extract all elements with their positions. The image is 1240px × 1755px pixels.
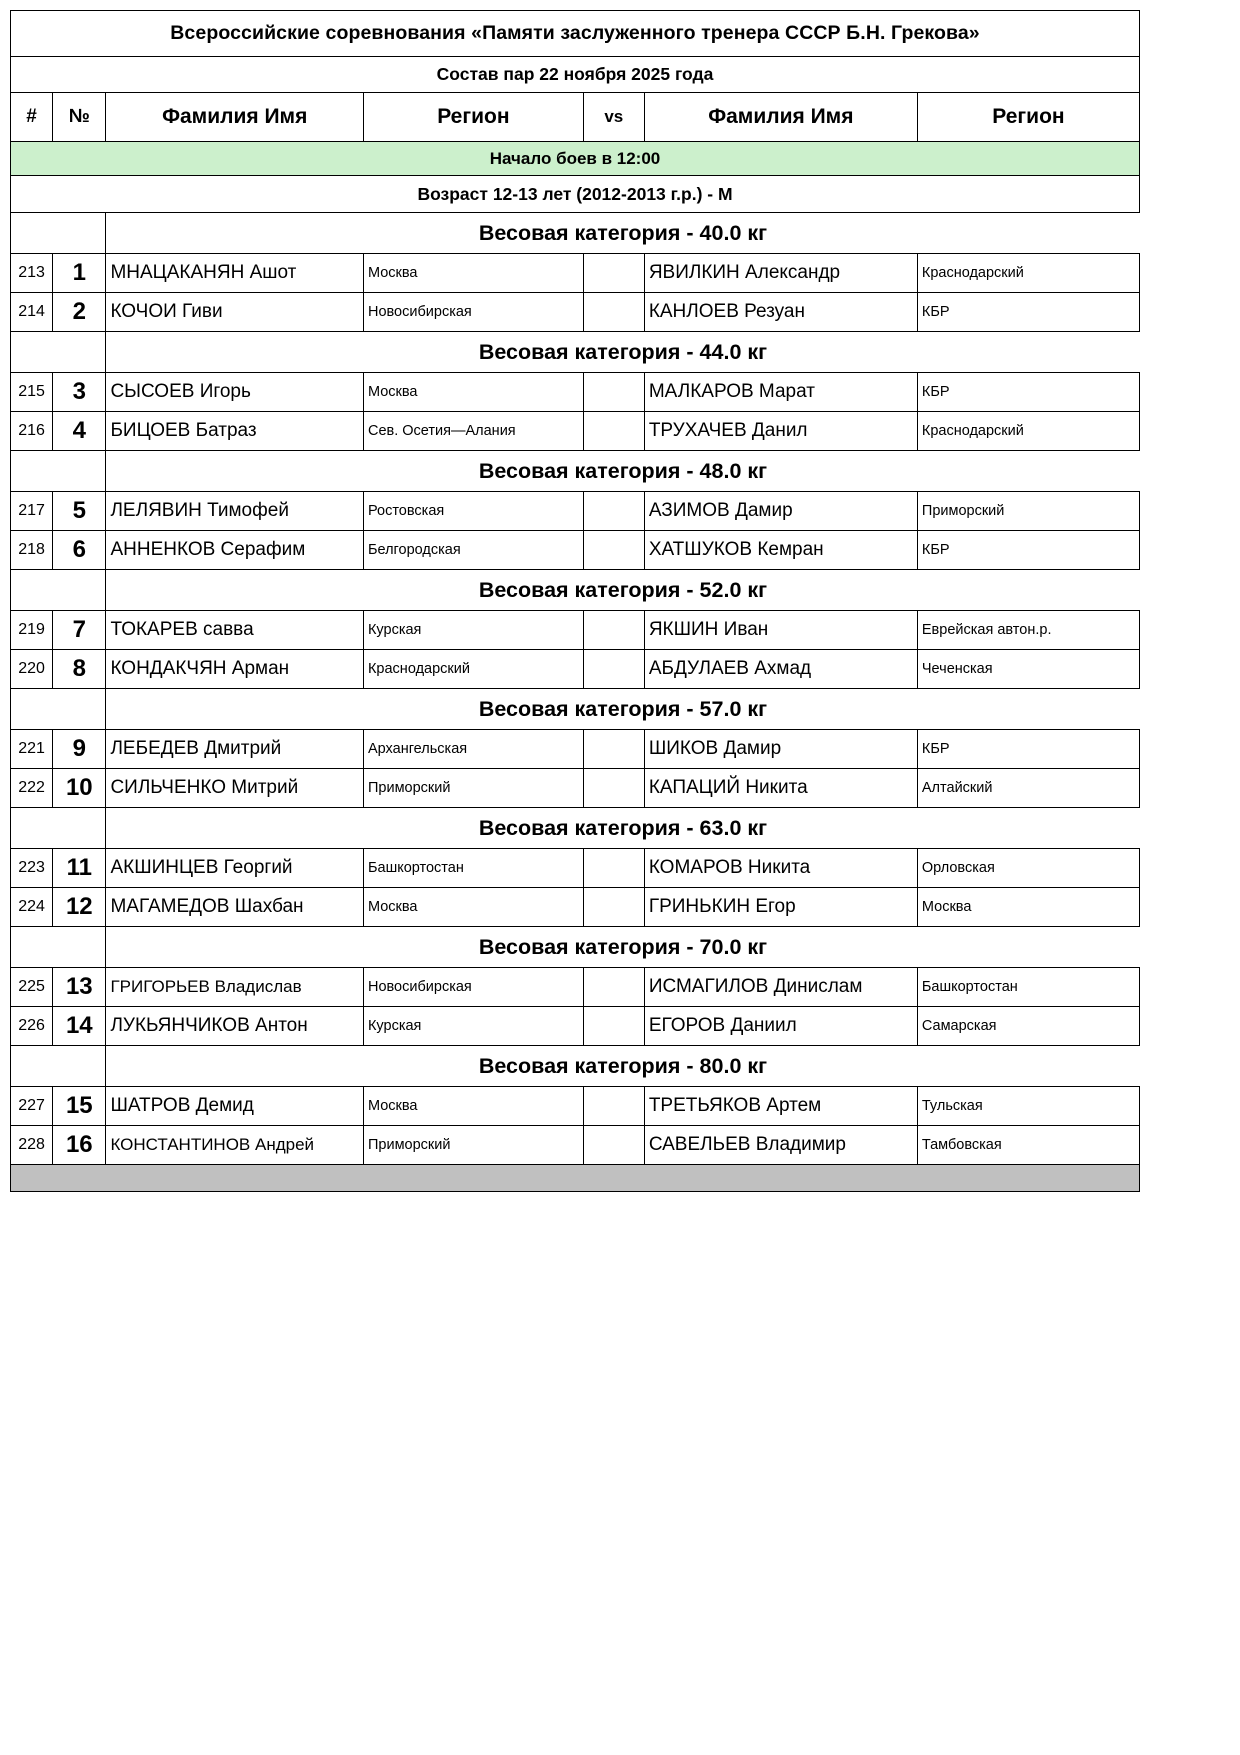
weight-category-label: Весовая категория - 40.0 кг [106, 213, 1140, 254]
versus-cell [583, 1126, 644, 1165]
athlete-name-left-cell: КОНДАКЧЯН Арман [106, 650, 364, 689]
athlete-region-left-cell: Москва [363, 373, 583, 412]
pair-index-cell: 219 [11, 611, 53, 650]
weight-category-row [11, 927, 1140, 968]
athlete-region-left-cell: Москва [363, 1087, 583, 1126]
column-header-row [11, 93, 1140, 142]
versus-cell [583, 1007, 644, 1046]
athlete-name-right-cell: АЗИМОВ Дамир [644, 492, 917, 531]
pair-index-cell: 221 [11, 730, 53, 769]
athlete-region-right-cell: Тульская [917, 1087, 1139, 1126]
weight-category-row [11, 213, 1140, 254]
table-row [11, 769, 1140, 808]
athlete-name-left-cell: ЛУКЬЯНЧИКОВ Антон [106, 1007, 364, 1046]
athlete-name-right-cell: ЯВИЛКИН Александр [644, 254, 917, 293]
table-row [11, 611, 1140, 650]
pair-number-cell: 16 [53, 1126, 106, 1165]
versus-cell [583, 849, 644, 888]
versus-cell [583, 254, 644, 293]
versus-cell [583, 611, 644, 650]
column-header-num: № [53, 93, 106, 142]
athlete-name-right-cell: ЕГОРОВ Даниил [644, 1007, 917, 1046]
pair-index-cell: 216 [11, 412, 53, 451]
athlete-region-right-cell: Тамбовская [917, 1126, 1139, 1165]
pair-number-cell: 15 [53, 1087, 106, 1126]
column-header-region-right: Регион [917, 93, 1139, 142]
versus-cell [583, 492, 644, 531]
athlete-name-left-cell: ШАТРОВ Демид [106, 1087, 364, 1126]
table-body [11, 11, 1140, 1192]
weight-category-label: Весовая категория - 52.0 кг [106, 570, 1140, 611]
athlete-name-left-cell: СЫСОЕВ Игорь [106, 373, 364, 412]
pair-number-cell: 8 [53, 650, 106, 689]
pair-index-cell: 214 [11, 293, 53, 332]
pair-index-cell: 220 [11, 650, 53, 689]
athlete-name-left-cell: ГРИГОРЬЕВ Владислав [106, 968, 364, 1007]
weight-category-row [11, 570, 1140, 611]
athlete-name-right-cell: САВЕЛЬЕВ Владимир [644, 1126, 917, 1165]
pair-number-cell: 2 [53, 293, 106, 332]
weight-category-row [11, 689, 1140, 730]
weight-category-label: Весовая категория - 44.0 кг [106, 332, 1140, 373]
weight-category-spacer [11, 689, 106, 730]
weight-category-spacer [11, 927, 106, 968]
table-row [11, 492, 1140, 531]
athlete-name-left-cell: ЛЕЛЯВИН Тимофей [106, 492, 364, 531]
athlete-name-right-cell: АБДУЛАЕВ Ахмад [644, 650, 917, 689]
pair-index-cell: 225 [11, 968, 53, 1007]
versus-cell [583, 968, 644, 1007]
athlete-region-left-cell: Курская [363, 611, 583, 650]
pair-number-cell: 14 [53, 1007, 106, 1046]
document-subtitle-row [11, 57, 1140, 93]
pair-number-cell: 1 [53, 254, 106, 293]
athlete-region-right-cell: Краснодарский [917, 254, 1139, 293]
athlete-region-right-cell: Самарская [917, 1007, 1139, 1046]
column-header-region-left: Регион [363, 93, 583, 142]
table-row [11, 1126, 1140, 1165]
document-title-row [11, 11, 1140, 57]
pair-index-cell: 218 [11, 531, 53, 570]
pair-index-cell: 222 [11, 769, 53, 808]
pair-number-cell: 12 [53, 888, 106, 927]
pair-index-cell: 228 [11, 1126, 53, 1165]
athlete-name-left-cell: АННЕНКОВ Серафим [106, 531, 364, 570]
pair-index-cell: 226 [11, 1007, 53, 1046]
athlete-name-right-cell: ГРИНЬКИН Егор [644, 888, 917, 927]
weight-category-row [11, 808, 1140, 849]
athlete-name-left-cell: АКШИНЦЕВ Георгий [106, 849, 364, 888]
table-row [11, 730, 1140, 769]
athlete-name-left-cell: КОНСТАНТИНОВ Андрей [106, 1126, 364, 1165]
athlete-region-left-cell: Приморский [363, 769, 583, 808]
athlete-name-right-cell: ЯКШИН Иван [644, 611, 917, 650]
athlete-region-left-cell: Курская [363, 1007, 583, 1046]
athlete-region-right-cell: КБР [917, 730, 1139, 769]
pair-number-cell: 10 [53, 769, 106, 808]
weight-category-row [11, 332, 1140, 373]
athlete-region-right-cell: КБР [917, 373, 1139, 412]
table-footer-bar [11, 1165, 1140, 1192]
athlete-region-left-cell: Новосибирская [363, 293, 583, 332]
athlete-region-left-cell: Архангельская [363, 730, 583, 769]
weight-category-label: Весовая категория - 57.0 кг [106, 689, 1140, 730]
athlete-name-right-cell: КАНЛОЕВ Резуан [644, 293, 917, 332]
athlete-region-right-cell: КБР [917, 293, 1139, 332]
athlete-name-right-cell: КОМАРОВ Никита [644, 849, 917, 888]
table-footer-bar-row [11, 1165, 1140, 1192]
table-row [11, 531, 1140, 570]
versus-cell [583, 373, 644, 412]
age-group-row [11, 176, 1140, 213]
table-row [11, 293, 1140, 332]
athlete-name-left-cell: КОЧОИ Гиви [106, 293, 364, 332]
athlete-region-left-cell: Белгородская [363, 531, 583, 570]
pair-index-cell: 223 [11, 849, 53, 888]
table-row [11, 968, 1140, 1007]
pair-index-cell: 213 [11, 254, 53, 293]
athlete-region-left-cell: Башкортостан [363, 849, 583, 888]
document-subtitle: Состав пар 22 ноября 2025 года [11, 57, 1140, 93]
versus-cell [583, 1087, 644, 1126]
weight-category-row [11, 1046, 1140, 1087]
weight-category-spacer [11, 332, 106, 373]
pair-index-cell: 224 [11, 888, 53, 927]
versus-cell [583, 412, 644, 451]
athlete-region-right-cell: Чеченская [917, 650, 1139, 689]
versus-cell [583, 293, 644, 332]
athlete-name-right-cell: ТРЕТЬЯКОВ Артем [644, 1087, 917, 1126]
athlete-name-right-cell: ИСМАГИЛОВ Динислам [644, 968, 917, 1007]
weight-category-label: Весовая категория - 80.0 кг [106, 1046, 1140, 1087]
table-row [11, 849, 1140, 888]
pair-index-cell: 217 [11, 492, 53, 531]
table-row [11, 650, 1140, 689]
pair-index-cell: 227 [11, 1087, 53, 1126]
pair-number-cell: 5 [53, 492, 106, 531]
document-title: Всероссийские соревнования «Памяти заслуженного тренера СССР Б.Н. Грекова» [11, 11, 1140, 57]
column-header-name-left: Фамилия Имя [106, 93, 364, 142]
athlete-region-right-cell: Приморский [917, 492, 1139, 531]
pair-number-cell: 9 [53, 730, 106, 769]
column-header-idx: # [11, 93, 53, 142]
pair-number-cell: 11 [53, 849, 106, 888]
athlete-name-left-cell: ТОКАРЕВ савва [106, 611, 364, 650]
pair-number-cell: 7 [53, 611, 106, 650]
athlete-region-left-cell: Москва [363, 888, 583, 927]
athlete-region-right-cell: Алтайский [917, 769, 1139, 808]
athlete-name-right-cell: КАПАЦИЙ Никита [644, 769, 917, 808]
athlete-name-right-cell: ТРУХАЧЕВ Данил [644, 412, 917, 451]
start-time-banner-row [11, 142, 1140, 176]
column-header-vs: vs [583, 93, 644, 142]
versus-cell [583, 769, 644, 808]
athlete-name-left-cell: МАГАМЕДОВ Шахбан [106, 888, 364, 927]
table-row [11, 1087, 1140, 1126]
versus-cell [583, 531, 644, 570]
athlete-name-left-cell: ЛЕБЕДЕВ Дмитрий [106, 730, 364, 769]
athlete-region-left-cell: Ростовская [363, 492, 583, 531]
athlete-region-left-cell: Новосибирская [363, 968, 583, 1007]
table-row [11, 1007, 1140, 1046]
athlete-region-right-cell: Орловская [917, 849, 1139, 888]
pair-number-cell: 13 [53, 968, 106, 1007]
table-row [11, 373, 1140, 412]
pair-index-cell: 215 [11, 373, 53, 412]
weight-category-spacer [11, 451, 106, 492]
table-row [11, 412, 1140, 451]
athlete-region-left-cell: Москва [363, 254, 583, 293]
athlete-name-left-cell: БИЦОЕВ Батраз [106, 412, 364, 451]
weight-category-spacer [11, 1046, 106, 1087]
start-time-banner: Начало боев в 12:00 [11, 142, 1140, 176]
athlete-region-left-cell: Краснодарский [363, 650, 583, 689]
column-header-name-right: Фамилия Имя [644, 93, 917, 142]
weight-category-spacer [11, 213, 106, 254]
weight-category-spacer [11, 570, 106, 611]
weight-category-spacer [11, 808, 106, 849]
versus-cell [583, 888, 644, 927]
athlete-region-right-cell: Еврейская автон.р. [917, 611, 1139, 650]
weight-category-label: Весовая категория - 63.0 кг [106, 808, 1140, 849]
pairs-table [10, 10, 1140, 1192]
athlete-name-right-cell: ХАТШУКОВ Кемран [644, 531, 917, 570]
table-row [11, 888, 1140, 927]
athlete-region-right-cell: КБР [917, 531, 1139, 570]
athlete-name-right-cell: МАЛКАРОВ Марат [644, 373, 917, 412]
weight-category-row [11, 451, 1140, 492]
table-row [11, 254, 1140, 293]
athlete-region-right-cell: Башкортостан [917, 968, 1139, 1007]
versus-cell [583, 650, 644, 689]
athlete-name-left-cell: МНАЦАКАНЯН Ашот [106, 254, 364, 293]
athlete-region-right-cell: Краснодарский [917, 412, 1139, 451]
pair-number-cell: 3 [53, 373, 106, 412]
versus-cell [583, 730, 644, 769]
athlete-region-right-cell: Москва [917, 888, 1139, 927]
athlete-region-left-cell: Сев. Осетия—Алания [363, 412, 583, 451]
weight-category-label: Весовая категория - 48.0 кг [106, 451, 1140, 492]
weight-category-label: Весовая категория - 70.0 кг [106, 927, 1140, 968]
athlete-name-left-cell: СИЛЬЧЕНКО Митрий [106, 769, 364, 808]
age-group-label: Возраст 12-13 лет (2012-2013 г.р.) - М [11, 176, 1140, 213]
pair-number-cell: 4 [53, 412, 106, 451]
athlete-region-left-cell: Приморский [363, 1126, 583, 1165]
athlete-name-right-cell: ШИКОВ Дамир [644, 730, 917, 769]
pair-number-cell: 6 [53, 531, 106, 570]
